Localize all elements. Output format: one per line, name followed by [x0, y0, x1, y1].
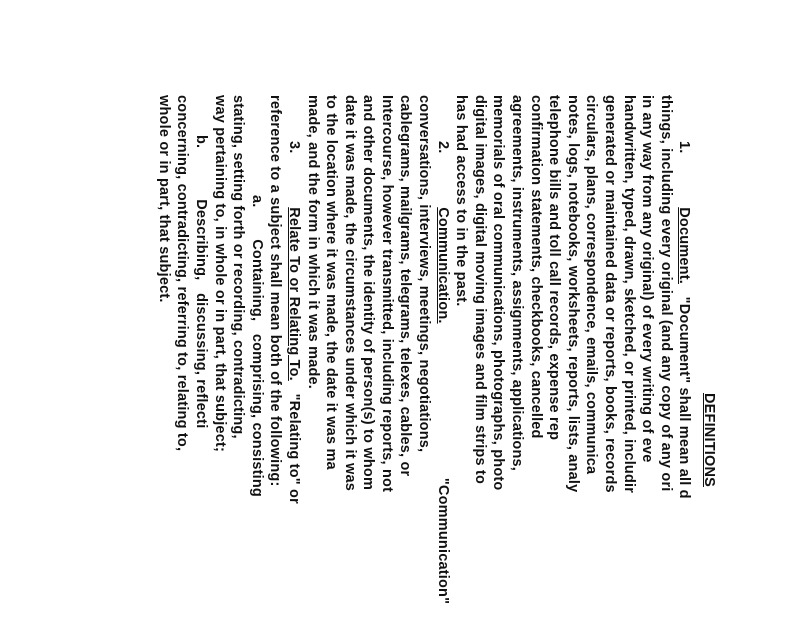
section-text-line: notes, logs, notebooks, worksheets, reports, lists, analy	[564, 95, 581, 493]
section-text-line: cablegrams, mailgrams, telegrams, telexes, cables, or	[397, 95, 414, 477]
section-text-line: conversations, interviews, meetings, negotiations,	[416, 95, 433, 453]
section-3-header	[284, 95, 303, 618]
section-number: 1.	[676, 141, 693, 154]
section-text-line: reference to a subject shall mean both of the following:	[267, 95, 284, 487]
section-1-header	[675, 95, 694, 618]
page-title: DEFINITIONS	[701, 392, 717, 488]
section-text-line: agreements, instruments, assignments, applications,	[509, 95, 526, 472]
section-text-line: digital images, digital moving images and film strips to	[471, 95, 488, 485]
subitem-text-line: stating, setting forth or recording, contradicting,	[230, 95, 247, 439]
section-text-line: confirmation statements, checkbooks, cancelled	[527, 95, 544, 439]
subitem-text-line: whole or in part, that subject.	[155, 95, 172, 303]
section-term: Communication.	[434, 207, 451, 324]
section-text-line: to the location where it was made, the date it was ma	[323, 95, 340, 470]
subitem-a-header	[247, 95, 266, 618]
subitem-text-line: comprising, consisting	[248, 333, 265, 497]
section-text-line: in any way from any original) of every writing of eve	[639, 95, 656, 463]
section-text-line: date it was made, the circumstances under which it was	[341, 95, 358, 491]
section-text-line: circulars, plans, correspondence, emails, communica	[583, 95, 600, 475]
subitem-term: Containing,	[248, 239, 265, 322]
section-text-line: telephone bills and toll call records, expense rep	[546, 95, 563, 441]
section-term: Document.	[676, 207, 693, 284]
subitem-text-line: discussing, reflecti	[192, 293, 209, 429]
section-text-line: Intercourse, however transmitted, including reports, not	[378, 95, 395, 493]
subitem-b-header	[191, 95, 210, 618]
subitem-letter: a.	[248, 195, 265, 208]
section-text-line: memorials of oral communications, photographs, photo	[490, 95, 507, 491]
section-text-line: and other documents, the identity of person(s) to whom	[360, 95, 377, 491]
subitem-text-line: way pertaining to, in whole or in part, that subject;	[211, 95, 228, 453]
section-text-line: generated or maintained data or reports, books, records	[602, 95, 619, 493]
subitem-term: Describing,	[192, 199, 209, 281]
section-2-header	[433, 95, 452, 618]
section-text-line: made, and the form in which it was made.	[304, 95, 321, 390]
section-text-line: things, including every original (and any copy of any ori	[657, 95, 674, 492]
section-number: 3.	[285, 141, 302, 154]
section-text-line: has had access to in the past.	[453, 95, 470, 307]
subitem-text-line: concerning, contradicting, referring to, relating to,	[174, 95, 191, 452]
section-text-line: "Communication"	[434, 477, 451, 605]
section-text-line: handwritten, typed, drawn, sketched, or printed, includir	[620, 95, 637, 494]
section-text-line: "Document" shall mean all d	[676, 296, 693, 499]
section-term: Relate To or Relating To.	[285, 207, 302, 381]
document-body	[154, 95, 718, 618]
section-text-line: "Relating to" or	[285, 393, 302, 504]
subitem-letter: b.	[192, 135, 209, 149]
section-number: 2.	[434, 141, 451, 154]
